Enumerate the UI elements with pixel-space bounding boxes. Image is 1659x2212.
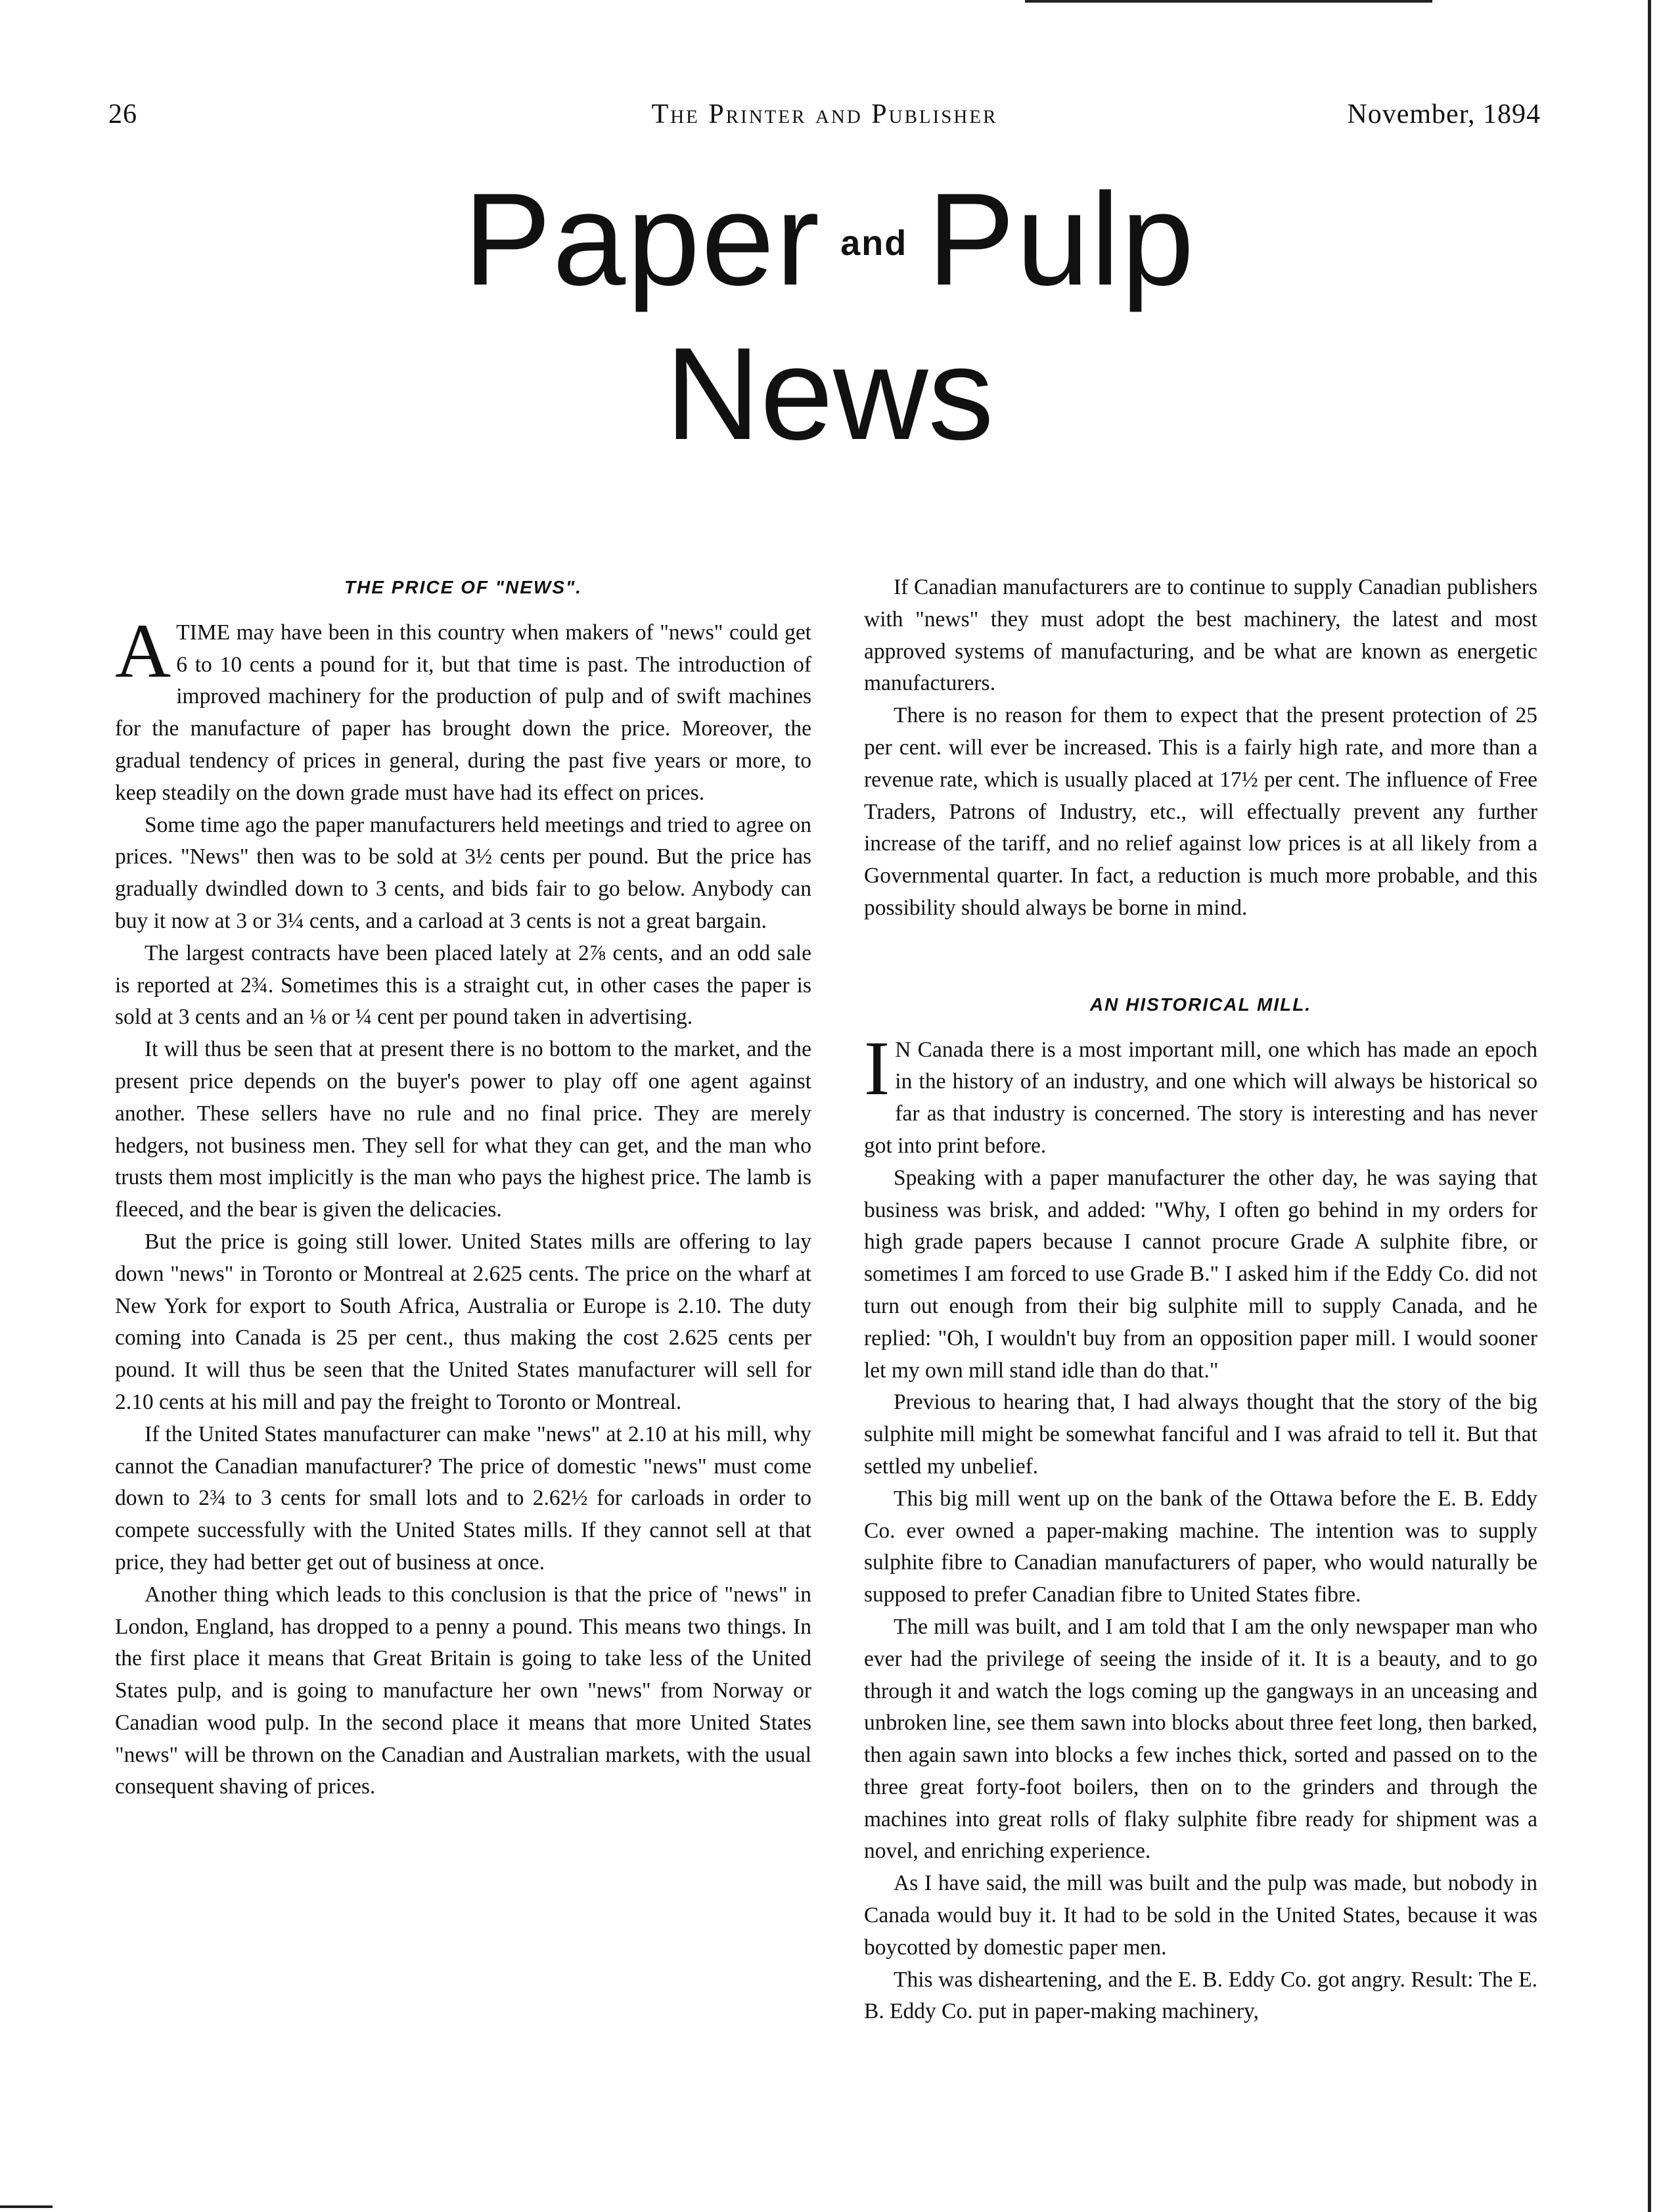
paragraph-text: TIME may have been in this country when makers of "news" could get 6 to 10 cents a pound for it, but that time is past. The introduction of improved machinery for the production of pulp and of swift machines for the manufacture of paper has brought down the price. Moreover, the gradual tendency of prices in general, during the past five years or more, to keep steadily on the down grade must have had its effect on prices.	[115, 620, 811, 805]
article-paragraph: This was disheartening, and the E. B. Eddy Co. got angry. Result: The E. B. Eddy Co. put in paper-making machinery,	[864, 1967, 1537, 2024]
scan-border-bottom-left	[0, 2205, 53, 2208]
article-paragraph: Some time ago the paper manufacturers held meetings and tried to agree on prices. "News" then was to be sold at 3½ cents per pound. But the price has gradually dwindled down to 3 cents, and bids fair to go below. Anybody can buy it now at 3 or 3¼ cents, and a carload at 3 cents is not a great bargain.	[115, 812, 811, 933]
masthead-word-news: News	[665, 321, 994, 468]
masthead	[0, 168, 1659, 467]
left-column	[115, 572, 811, 1803]
masthead-word-paper: Paper	[463, 166, 821, 313]
scan-border-top	[1025, 0, 1432, 3]
journal-title: The Printer and Publisher	[651, 99, 998, 129]
article-paragraph	[115, 607, 811, 810]
issue-date: November, 1894	[1347, 99, 1541, 129]
masthead-conjunction: and	[840, 223, 908, 264]
article-paragraph: But the price is going still lower. United States mills are offering to lay down "news" in Toronto or Montreal at 2.625 cents. The price on the wharf at New York for export to South Africa, Australia or Europe is 2.10. The duty coming into Canada is 25 per cent., thus making the cost 2.625 cents per pound. It will thus be seen that the United States manufacturer will sell for 2.10 cents at his mill and pay the freight to Toronto or Montreal.	[115, 1229, 811, 1414]
masthead-line-2	[0, 322, 1659, 467]
article-paragraph: The largest contracts have been placed lately at 2⅞ cents, and an odd sale is reported at 2¾. Sometimes this is a straight cut, in other cases the paper is sold at 3 cents and an ⅛ or ¼ cent per pound taken in advertising.	[115, 940, 811, 1030]
right-column	[864, 572, 1537, 2028]
article-paragraph: Previous to hearing that, I had always thought that the story of the big sulphite mill might be somewhat fanciful and I was afraid to tell it. But that settled my unbelief.	[864, 1390, 1537, 1479]
drop-cap: I	[864, 1025, 890, 1111]
article-paragraph: There is no reason for them to expect that the present protection of 25 per cent. will ever be increased. This is a fairly high rate, and more than a revenue rate, which is usually placed at 17½ per cent. The influence of Free Traders, Patrons of Industry, etc., will effectually prevent any further increase of the tariff, and no relief against low prices is at all likely from a Governmental quarter. In fact, a reduction is much more probable, and this possibility should always be borne in mind.	[864, 703, 1537, 920]
drop-cap: A	[115, 607, 171, 694]
article-paragraph: This big mill went up on the bank of the Ottawa before the E. B. Eddy Co. ever owned a paper-making machine. The intention was to supply sulphite fibre to Canadian manufacturers of paper, who would naturally be supposed to prefer Canadian fibre to United States fibre.	[864, 1486, 1537, 1607]
masthead-word-pulp: Pulp	[927, 166, 1196, 313]
article-title-historical-mill: AN HISTORICAL MILL.	[1089, 994, 1312, 1015]
running-head	[108, 99, 1541, 138]
article-paragraph: If the United States manufacturer can make "news" at 2.10 at his mill, why cannot the Canadian manufacturer? The price of domestic "news" must come down to 2¾ to 3 cents for small lots and to 2.62½ for carloads in order to compete successfully with the United States mills. If they cannot sell at that price, they had better get out of business at once.	[115, 1421, 811, 1575]
article-paragraph: The mill was built, and I am told that I am the only newspaper man who ever had the privilege of seeing the inside of it. It is a beauty, and to go through it and watch the logs coming up the gangways in an unceasing and unbroken line, see them sawn into blocks about three feet long, then barked, then again sawn into blocks a few inches thick, sorted and passed on to the three great forty-foot boilers, then on to the grinders and through the machines into great rolls of flaky sulphite fibre ready for shipment was a novel, and enriching experience.	[864, 1614, 1537, 1864]
article-paragraph: As I have said, the mill was built and the pulp was made, but nobody in Canada would buy it. It had to be sold in the United States, because it was boycotted by domestic paper men.	[864, 1871, 1537, 1960]
page-number: 26	[108, 99, 137, 129]
article-title-price-of-news: THE PRICE OF "NEWS".	[344, 577, 583, 597]
paragraph-text: N Canada there is a most important mill, one which has made an epoch in the history of an industry, and one which will always be historical so far as that industry is concerned. The story is interesting and has never got into print before.	[864, 1037, 1537, 1158]
article-paragraph: Another thing which leads to this conclusion is that the price of "news" in London, England, has dropped to a penny a pound. This means two things. In the first place it means that Great Britain is going to take less of the United States pulp, and is going to manufacture her own "news" from Norway or Canadian wood pulp. In the second place it means that more United States "news" will be thrown on the Canadian and Australian markets, with the usual consequent shaving of prices.	[115, 1582, 811, 1799]
article-paragraph	[864, 1025, 1537, 1163]
article-paragraph: Speaking with a paper manufacturer the other day, he was saying that business was brisk, and added: "Why, I often go behind in my orders for high grade papers because I cannot procure Grade A sulphite fibre, or sometimes I am forced to use Grade B." I asked him if the Eddy Co. did not turn out enough from their big sulphite mill to supply Canada, and he replied: "Oh, I wouldn't buy from an opposition paper mill. I would sooner let my own mill stand idle than do that."	[864, 1165, 1537, 1383]
article-paragraph: It will thus be seen that at present there is no bottom to the market, and the present price depends on the buyer's power to play off one agent against another. These sellers have no rule and no final price. They are merely hedgers, not business men. They sell for what they can get, and the man who trusts them most implicitly is the man who pays the highest price. The lamb is fleeced, and the bear is given the delicacies.	[115, 1037, 811, 1222]
column-gap	[864, 925, 1537, 989]
article-paragraph: If Canadian manufacturers are to continue to supply Canadian publishers with "news" they must adopt the best machinery, the latest and most approved systems of manufacturing, and be what are known as energetic manufacturers.	[864, 575, 1537, 696]
masthead-line-1	[0, 168, 1659, 322]
